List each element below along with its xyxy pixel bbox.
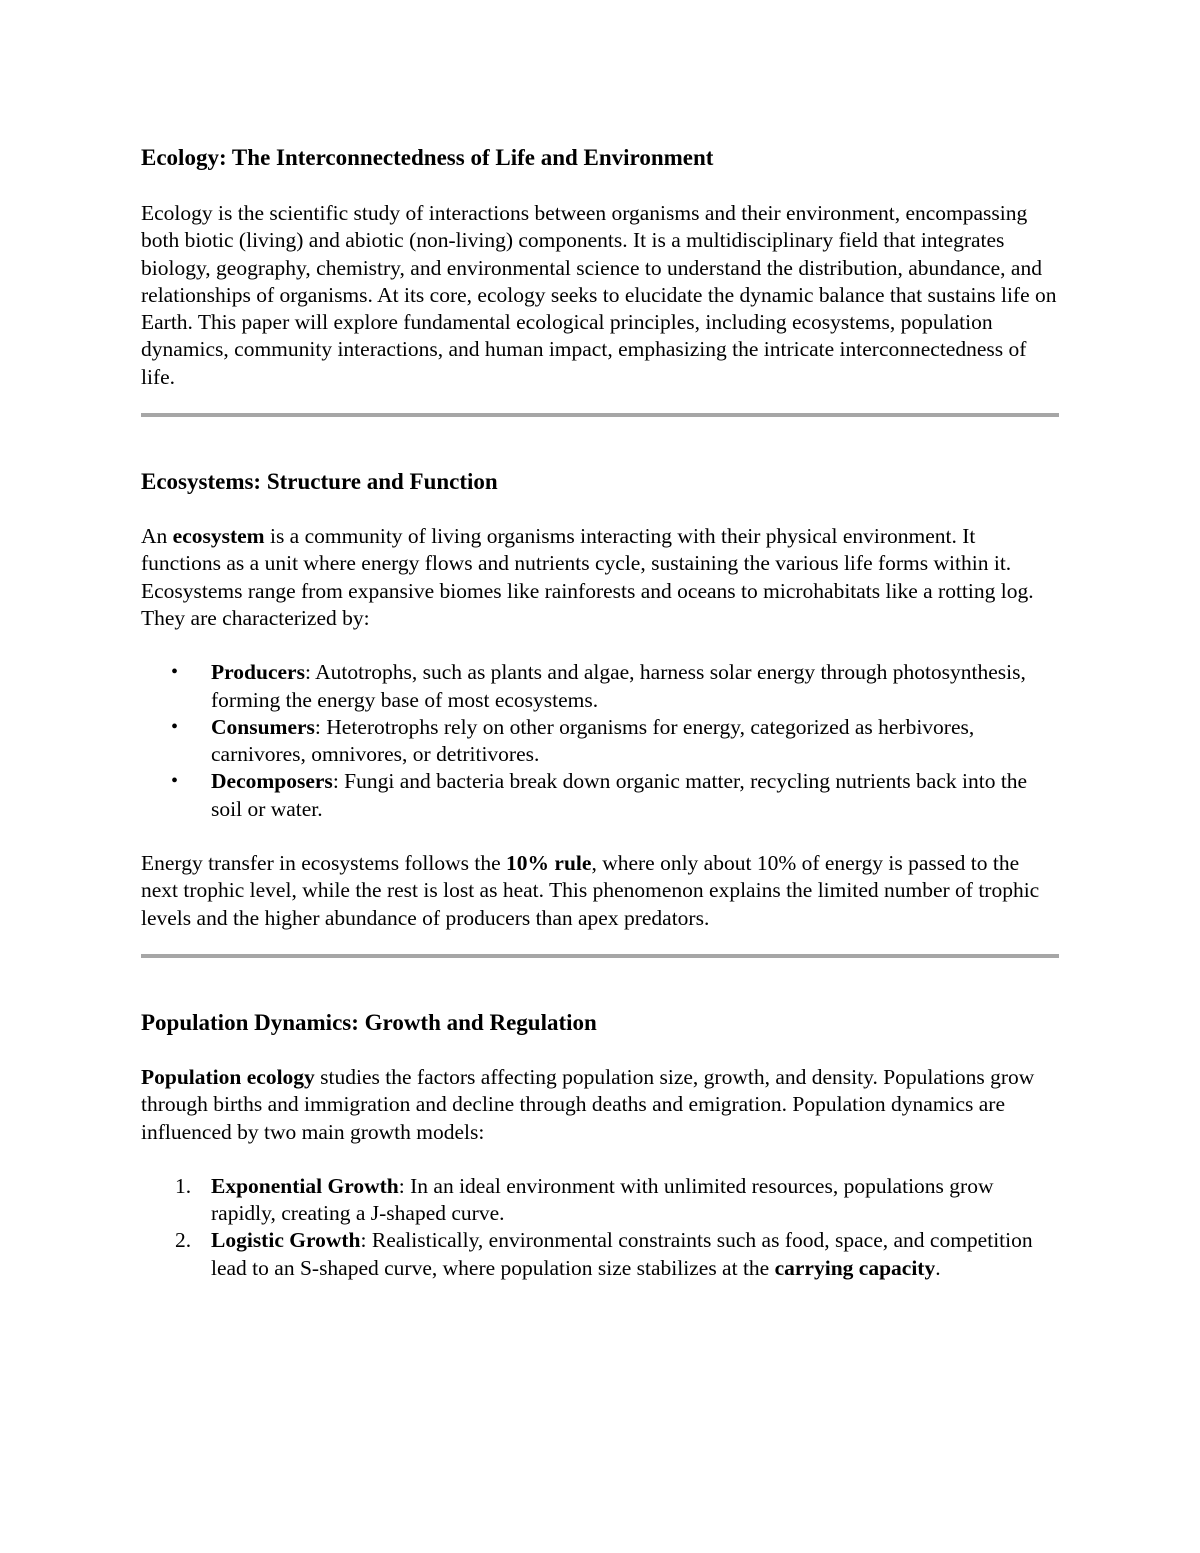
list-item-text: : In an ideal environment with unlimited resources, populations grow rapidly, creating a J-shaped curve.: [211, 1173, 994, 1226]
list-item-consumers: [141, 714, 1059, 769]
text-run: studies the factors affecting population size, growth, and density. Populations grow through births and immigration and decline through deaths and emigration. Population dynamics are influenced by two main growth models:: [141, 1064, 1035, 1144]
bullet-icon: •: [171, 661, 179, 684]
bold-term-population-ecology: Population ecology: [141, 1064, 315, 1089]
list-item-decomposers: [141, 768, 1059, 823]
list-item-exponential: [141, 1173, 1059, 1228]
horizontal-divider: [141, 954, 1059, 958]
section-title-ecosystems: Ecosystems: Structure and Function: [141, 469, 498, 495]
bold-term-carrying-capacity: carrying capacity: [774, 1255, 936, 1280]
document-page: [141, 140, 1059, 1282]
ecosystem-paragraph: [141, 523, 1059, 632]
text-run: Energy transfer in ecosystems follows the: [141, 851, 507, 876]
text-run: is a community of living organisms interacting with their physical environment. It functions as a unit where energy flows and nutrients cycle, sustaining the various life forms within it. Ecosystems range from expansive biomes like rainforests and oceans to microhabitats like a rotting log. They are characterized by:: [141, 524, 1034, 630]
bullet-icon: •: [171, 715, 179, 738]
list-item-producers: [141, 659, 1059, 714]
list-item-logistic: [141, 1227, 1059, 1282]
bold-term: Decomposers: [211, 769, 333, 794]
bold-term: Producers: [211, 660, 305, 685]
section-title-ecology: Ecology: The Interconnectedness of Life and Environment: [141, 145, 714, 170]
section-title-population: Population Dynamics: Growth and Regulation: [141, 1009, 597, 1035]
list-number: 1.: [175, 1173, 192, 1198]
text-run: , where only about 10% of energy is passed to the next trophic level, while the rest is lost as heat. This phenomenon explains the limited number of trophic levels and the higher abundance of producers than apex predators.: [141, 851, 1040, 930]
ecosystem-components-list: [141, 659, 1059, 823]
bold-term: Logistic Growth: [211, 1228, 361, 1253]
bold-term-10-percent-rule: 10% rule: [506, 851, 592, 876]
bold-term-ecosystem: ecosystem: [172, 524, 265, 549]
text-run: An: [141, 524, 173, 549]
text-run: .: [935, 1255, 941, 1280]
list-item-text: : Autotrophs, such as plants and algae, harness solar energy through photosynthesis, forming the energy base of most ecosystems.: [211, 660, 1026, 712]
intro-paragraph: Ecology is the scientific study of interactions between organisms and their environment, encompassing both biotic (living) and abiotic (non-living) components. It is a multidisciplinary field that integrates biology, geography, chemistry, and environmental science to understand the distribution, abundance, and relationships of organisms. At its core, ecology seeks to elucidate the dynamic balance that sustains life on Earth. This paper will explore fundamental ecological principles, including ecosystems, population dynamics, community interactions, and human impact, emphasizing the intricate interconnectedness of life.: [141, 201, 1057, 389]
population-paragraph: [141, 1064, 1059, 1146]
list-item-text: : Realistically, environmental constraints such as food, space, and competition lead to an S-shaped curve, where population size stabilizes at the: [211, 1228, 1033, 1280]
horizontal-divider: [141, 413, 1059, 417]
list-item-text: : Heterotrophs rely on other organisms for energy, categorized as herbivores, carnivores, omnivores, or detritivores.: [211, 714, 975, 767]
energy-transfer-paragraph: [141, 850, 1059, 932]
bold-term: Consumers: [211, 714, 315, 739]
list-number: 2.: [175, 1228, 192, 1253]
list-item-text: : Fungi and bacteria break down organic matter, recycling nutrients back into the soil or water.: [211, 769, 1028, 821]
growth-models-list: [141, 1173, 1059, 1282]
bullet-icon: •: [171, 770, 179, 793]
bold-term: Exponential Growth: [211, 1173, 399, 1198]
